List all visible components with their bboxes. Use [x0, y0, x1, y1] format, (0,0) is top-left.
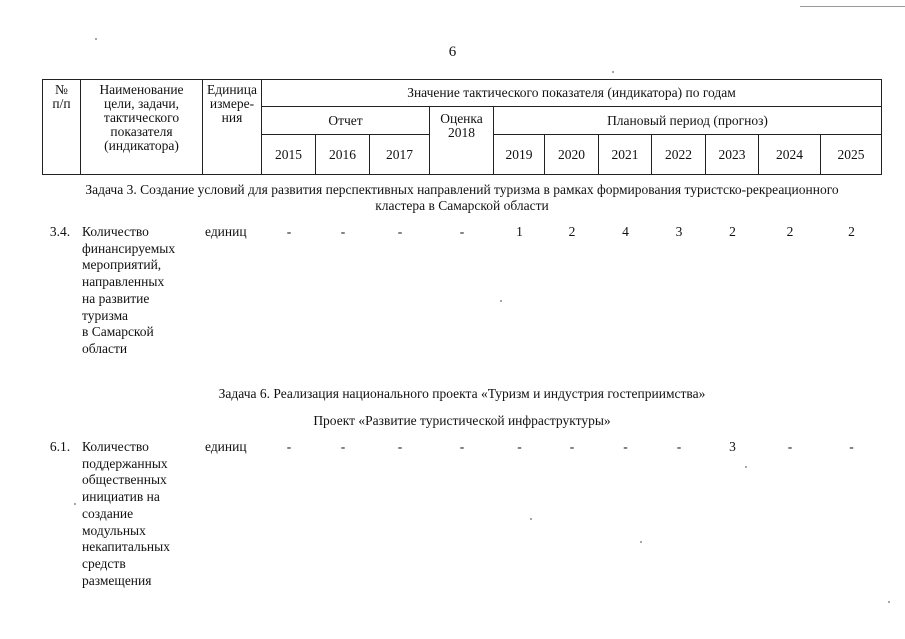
value-2020: 2	[568, 224, 576, 239]
task-3-title-line-2: кластера в Самарской области	[375, 198, 549, 213]
indicator-unit: единиц	[205, 439, 247, 454]
header-year-2023: 2023	[706, 135, 759, 175]
header-number-column: № п/п	[43, 80, 81, 175]
page-number: 6	[448, 44, 457, 60]
scan-speck	[500, 300, 502, 302]
header-year-2017: 2017	[370, 135, 430, 175]
value-2016: -	[340, 439, 346, 454]
name-line: средств	[82, 555, 126, 571]
name-line: финансируемых	[82, 240, 176, 256]
value-2023: 3	[729, 439, 736, 454]
name-line: мероприятий,	[82, 257, 162, 273]
value-2024: 2	[786, 224, 794, 239]
value-2021: -	[623, 439, 628, 454]
name-line: некапитальных	[82, 539, 170, 555]
value-2021: 4	[622, 224, 629, 239]
name-line: общественных	[82, 472, 167, 488]
value-2022: -	[676, 439, 682, 454]
name-line: Количество	[82, 224, 149, 239]
value-2019: -	[517, 439, 522, 454]
header-values-by-year: Значение тактического показателя (индикатора) по годам	[262, 80, 882, 107]
row-number: 3.4.	[49, 224, 71, 239]
value-2017: -	[397, 224, 403, 239]
name-line: инициатив на	[82, 489, 160, 505]
name-line: туризма	[82, 307, 129, 323]
header-year-2020: 2020	[545, 135, 599, 175]
scan-speck	[745, 466, 747, 468]
value-2015: -	[286, 224, 292, 239]
header-year-2019: 2019	[494, 135, 545, 175]
scan-speck	[95, 38, 97, 40]
scan-speck	[530, 518, 532, 520]
header-year-2025: 2025	[821, 135, 882, 175]
value-2016: -	[340, 224, 346, 239]
header-unit-column: Единица измере- ния	[203, 80, 262, 175]
scan-artifact-line	[800, 6, 905, 7]
project-title: Проект «Развитие туристической инфраструктуры»	[313, 413, 611, 428]
task-6-title: Задача 6. Реализация национального проекта «Туризм и индустрия гостеприимства»	[218, 386, 706, 401]
value-2024: -	[787, 439, 793, 454]
header-year-2015: 2015	[262, 135, 316, 175]
name-line: создание	[82, 505, 134, 521]
value-2025: -	[849, 439, 854, 454]
name-line: в Самарской	[82, 324, 154, 340]
indicator-name	[82, 224, 202, 358]
indicator-name	[82, 439, 202, 589]
indicator-unit: единиц	[205, 224, 247, 239]
name-line: поддержанных	[82, 455, 168, 471]
name-line: на развитие	[82, 290, 150, 306]
scan-speck	[612, 71, 614, 73]
header-estimate-2018: Оценка 2018	[430, 107, 494, 175]
task-3-title-line-1: Задача 3. Создание условий для развития перспективных направлений туризма в рамках формирования туристско-рекреационного	[85, 182, 839, 197]
name-line: направленных	[82, 274, 165, 290]
row-number: 6.1.	[49, 439, 71, 454]
value-2023: 2	[729, 224, 736, 239]
header-name-column: Наименование цели, задачи, тактического показателя (индикатора)	[81, 80, 203, 175]
header-year-2024: 2024	[759, 135, 821, 175]
scan-speck	[888, 601, 890, 603]
header-report: Отчет	[262, 107, 430, 135]
scan-speck	[640, 541, 642, 543]
name-line: модульных	[82, 522, 146, 538]
value-2019: 1	[516, 224, 523, 239]
value-2015: -	[286, 439, 292, 454]
indicator-table-header	[42, 79, 882, 175]
value-2018: -	[459, 224, 465, 239]
header-year-2021: 2021	[599, 135, 652, 175]
value-2018: -	[459, 439, 465, 454]
header-year-2022: 2022	[652, 135, 706, 175]
value-2025: 2	[848, 224, 855, 239]
value-2017: -	[397, 439, 403, 454]
name-line: Количество	[82, 439, 149, 454]
header-plan-period: Плановый период (прогноз)	[494, 107, 882, 135]
value-2022: 3	[675, 224, 683, 239]
value-2020: -	[569, 439, 575, 454]
name-line: области	[82, 340, 128, 356]
task-3-title	[42, 182, 882, 214]
name-line: размещения	[82, 572, 152, 588]
scan-speck	[74, 503, 76, 505]
header-year-2016: 2016	[316, 135, 370, 175]
